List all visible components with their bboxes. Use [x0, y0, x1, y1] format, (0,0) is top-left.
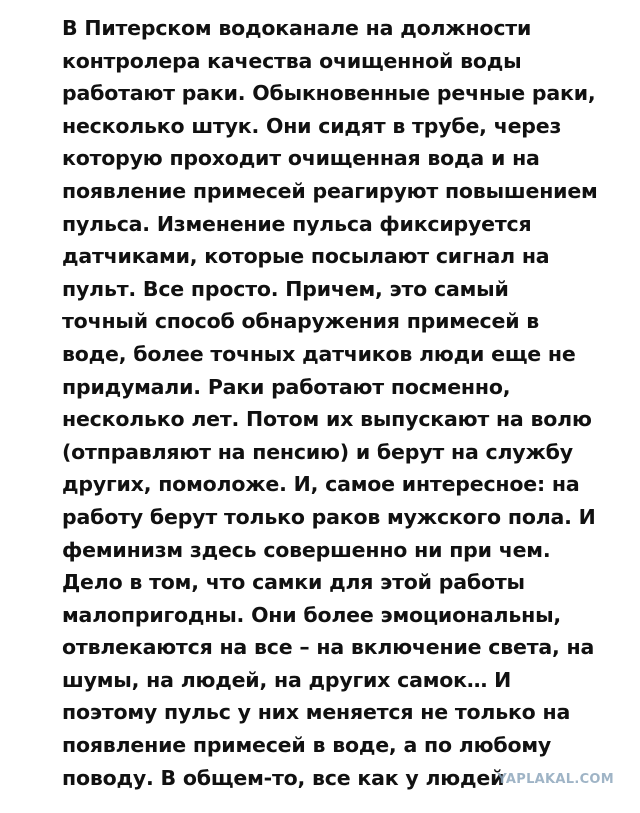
- text-line: (отправляют на пенсию) и берут на службу: [62, 439, 573, 464]
- text-line: придумали. Раки работают посменно,: [62, 374, 511, 399]
- text-line: появление примесей в воде, а по любому: [62, 733, 552, 758]
- text-line: контролера качества очищенной воды: [62, 48, 522, 73]
- text-line: пульса. Изменение пульса фиксируется: [62, 211, 532, 236]
- text-line: работают раки. Обыкновенные речные раки,: [62, 81, 596, 106]
- text-line: В Питерском водоканале на должности: [62, 16, 532, 40]
- text-line: пульт. Все просто. Причем, это самый: [62, 276, 509, 301]
- text-line: Дело в том, что самки для этой работы: [62, 570, 525, 595]
- text-line: шумы, на людей, на других самок… И: [62, 667, 512, 692]
- text-line: феминизм здесь совершенно ни при чем.: [62, 537, 551, 562]
- text-line: появление примесей реагируют повышением: [62, 178, 598, 203]
- text-line: которую проходит очищенная вода и на: [62, 146, 540, 171]
- text-line: датчиками, которые посылают сигнал на: [62, 244, 550, 269]
- text-line: поводу. В общем-то, все как у людей: [62, 765, 505, 790]
- text-line: несколько лет. Потом их выпускают на волю: [62, 407, 592, 432]
- text-line: других, помоложе. И, самое интересное: на: [62, 472, 580, 497]
- text-line: работу берут только раков мужского пола. И: [62, 504, 596, 529]
- site-watermark: YAPLAKAL.COM: [497, 772, 614, 787]
- article-text: [62, 12, 622, 794]
- text-line: поэтому пульс у них меняется не только на: [62, 700, 571, 725]
- text-line: отвлекаются на все – на включение света, на: [62, 635, 595, 660]
- text-line: точный способ обнаружения примесей в: [62, 309, 540, 334]
- text-line: воде, более точных датчиков люди еще не: [62, 341, 576, 366]
- text-line: несколько штук. Они сидят в трубе, через: [62, 113, 562, 138]
- text-line: малопригодны. Они более эмоциональны,: [62, 602, 562, 627]
